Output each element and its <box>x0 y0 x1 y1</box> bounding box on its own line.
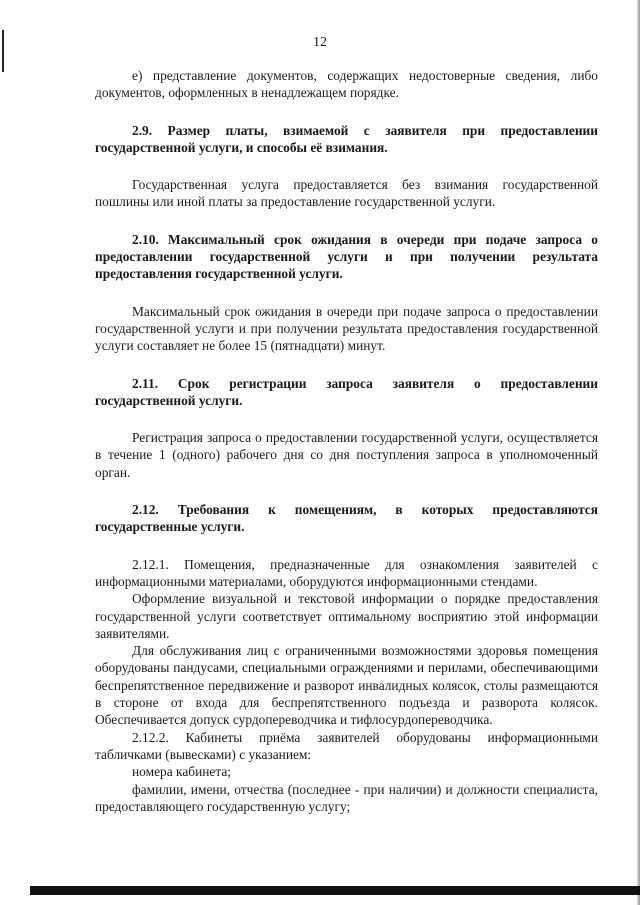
paragraph-2-12-2: 2.12.2. Кабинеты приёма заявителей оборудованы информационными табличками (вывесками) с указанием: <box>95 729 598 762</box>
paragraph-visual-info: Оформление визуальной и текстовой информации о порядке предоставления государственной услуги соответствует оптимальному восприятию этой информации заявителями. <box>95 591 598 641</box>
paragraph-accessibility: Для обслуживания лиц с ограниченными возможностями здоровья помещения оборудованы пандусами, специальными ограждениями и перилами, обеспечивающими беспрепятственное передвижение и разворот инвалидных колясок, столы размещаются в стороне от входа для беспрепятственного подъезда и разворота колясок. Обеспечивается допуск сурдопереводчика и тифлосурдопереводчика. <box>95 643 598 728</box>
document-body <box>95 67 598 815</box>
list-item-specialist-name: фамилии, имени, отчества (последнее - при наличии) и должности специалиста, предоставляющего государственную услугу; <box>95 781 598 814</box>
section-heading-2-9: 2.9. Размер платы, взимаемой с заявителя при предоставлении государственной услуги, и способы её взимания. <box>95 122 598 155</box>
paragraph-waiting-time: Максимальный срок ожидания в очереди при подаче запроса о предоставлении государственной услуги и при получении результата предоставления государственной услуги составляет не более 15 (пятнадцати) минут. <box>95 303 598 354</box>
paragraph-registration: Регистрация запроса о предоставлении государственной услуги, осуществляется в течение 1 (одного) рабочего дня со дня поступления запроса в уполномоченный орган. <box>95 430 598 480</box>
paragraph-2-12-1: 2.12.1. Помещения, предназначенные для ознакомления заявителей с информационными материалами, оборудуются информационными стендами. <box>95 556 598 589</box>
section-heading-2-12: 2.12. Требования к помещениям, в которых предоставляются государственные услуги. <box>95 502 598 535</box>
page-number: 12 <box>313 35 327 50</box>
section-heading-2-11: 2.11. Срок регистрации запроса заявителя о предоставлении государственной услуги. <box>95 375 598 408</box>
paragraph-fee: Государственная услуга предоставляется без взимания государственной пошлины или иной платы за предоставление государственной услуги. <box>95 177 598 210</box>
section-heading-2-10: 2.10. Максимальный срок ожидания в очереди при подаче запроса о предоставлении государственной услуги и при получении результата предоставления государственной услуги. <box>95 231 598 282</box>
list-item-room-number: номера кабинета; <box>132 764 232 780</box>
paragraph-item-e: е) представление документов, содержащих недостоверные сведения, либо документов, оформленных в ненадлежащем порядке. <box>95 68 598 101</box>
scan-bottom-edge-bar <box>30 886 640 895</box>
